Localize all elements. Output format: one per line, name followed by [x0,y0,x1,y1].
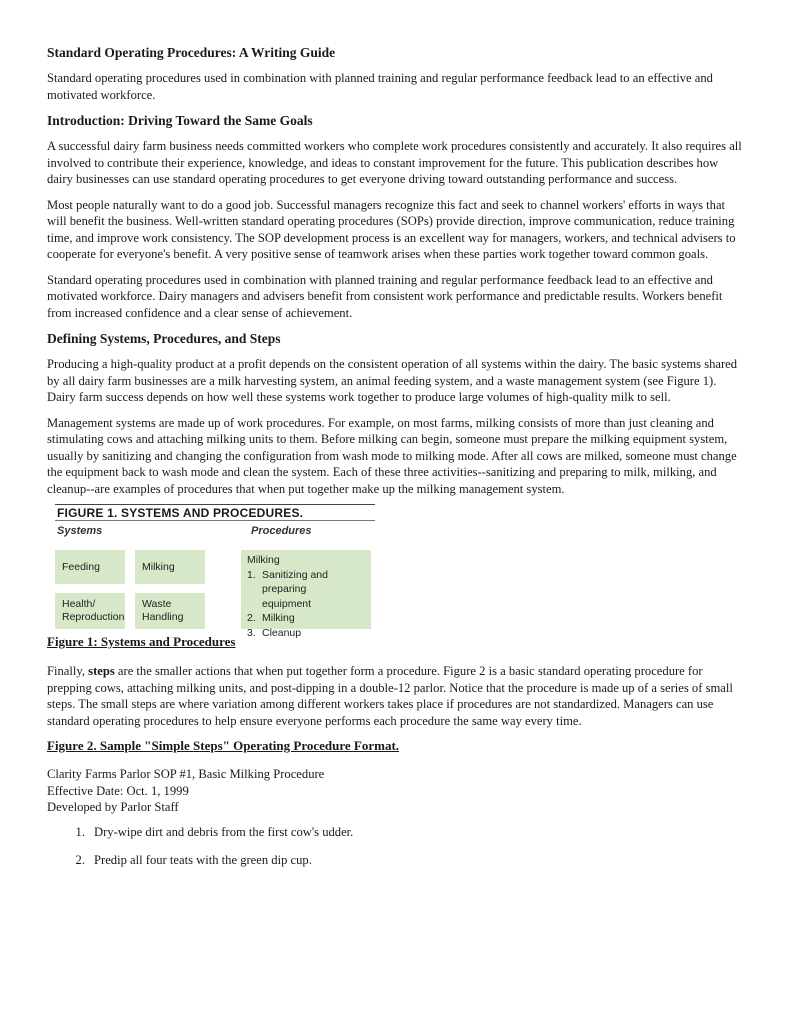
paragraph: Standard operating procedures used in combination with planned training and regular performance feedback lead to an effective and motivated workforce. Dairy managers and advisers benefit from consistent work performance and predictable results. Workers benefit from increased confidence and a clear sense of achievement. [47,272,723,320]
figure-1-image [47,503,373,639]
divider [55,504,375,505]
list-item [47,852,747,868]
step-text: Dry-wipe dirt and debris from the first cow's udder. [94,824,354,839]
procedure-title: Milking [247,554,280,566]
system-box-milking: Milking [135,550,205,584]
sop-steps-list [47,824,747,868]
paragraph: Most people naturally want to do a good job. Successful managers recognize this fact and seek to channel workers' efforts in ways that will benefit the business. Well-written standard operating procedures (SOPs) provide direction, improve communication, reduce training time, and improve work consistency. The SOP development process is an excellent way for managers, workers, and technical advisers to cooperate for everyone's benefit. A very positive sense of teamwork arises when these parties work together toward common goals. [47,197,736,261]
section-heading-defining: Defining Systems, Procedures, and Steps [47,331,281,346]
procedure-item [247,626,371,641]
procedure-item-number: 2. [247,612,256,624]
system-box-feeding: Feeding [55,550,125,584]
document-page [47,44,747,880]
divider [55,520,375,521]
sop-line: Clarity Farms Parlor SOP #1, Basic Milking Procedure [47,767,325,781]
sop-line: Developed by Parlor Staff [47,800,179,814]
text-span: are the smaller actions that when put together form a procedure. Figure 2 is a basic standard operating procedure for prepping cows, attaching milking units, and post-dipping in a double-12 parlor. Notice that the procedure is made up of a series of small steps. The small steps are where variation among different workers takes place if procedures are not standardized. Managers can use standard operating procedures to help ensure everyone performs each procedure the same way every time. [47,664,733,728]
procedures-label: Procedures [251,525,312,537]
paragraph: Management systems are made up of work procedures. For example, on most farms, milking consists of more than just cleaning and stimulating cows and attaching milking units to them. Before milking can begin, someone must prepare the milking equipment system, usually by sanitizing and changing the configuration from wash mode to milking mode. After all cows are milked, someone must change the equipment back to wash mode and clean the system. Each of these three activities--sanitizing and preparing to milk, milking, and cleanup--are examples of procedures that when put together make up the milking management system. [47,415,737,496]
paragraph-finally [47,663,747,729]
sop-header [47,766,747,816]
procedure-item [247,611,371,626]
bold-term: steps [88,664,115,678]
procedure-item-text: Milking [262,612,295,624]
procedure-item-number: 3. [247,626,256,639]
paragraph: Producing a high-quality product at a profit depends on the consistent operation of all systems within the dairy. The basic systems shared by all dairy farm businesses are a milk harvesting system, an animal feeding system, and a waste management system (see Figure 1). Dairy farm success depends on how well these systems work together to produce large volumes of high-quality milk to sell. [47,357,738,404]
section-heading-introduction: Introduction: Driving Toward the Same Goals [47,113,313,128]
procedure-box-milking [241,550,371,639]
intro-paragraph: Standard operating procedures used in combination with planned training and regular performance feedback lead to an effective and motivated workforce. [47,71,713,102]
figure-1-heading: FIGURE 1. SYSTEMS AND PROCEDURES. [57,506,304,520]
procedure-item [247,568,371,612]
step-number: 2. [75,852,85,867]
procedure-item-number: 1. [247,568,256,581]
procedure-item-text: Sanitizing and preparing equipment [262,568,328,610]
paragraph: A successful dairy farm business needs committed workers who complete work procedures consistently and accurately. It also requires all involved to contribute their experience, knowledge, and ideas to constant improvement for the future. This publication describes how dairy businesses can use standard operating procedures to get everyone driving toward outstanding performance and success. [47,139,742,186]
text-span: Finally, [47,664,89,678]
step-text: Predip all four teats with the green dip cup. [94,852,312,867]
systems-label: Systems [57,525,103,537]
system-box-health-reproduction: Health/ Reproduction [55,593,125,629]
figure-2-caption: Figure 2. Sample "Simple Steps" Operating Procedure Format. [47,738,400,753]
step-number: 1. [75,824,85,839]
procedure-item-text: Cleanup [262,626,302,639]
list-item [47,824,747,840]
sop-line: Effective Date: Oct. 1, 1999 [47,783,189,798]
figure-1-caption: Figure 1: Systems and Procedures [47,634,236,649]
system-box-waste-handling: Waste Handling [135,593,205,629]
document-title: Standard Operating Procedures: A Writing Guide [47,45,336,60]
